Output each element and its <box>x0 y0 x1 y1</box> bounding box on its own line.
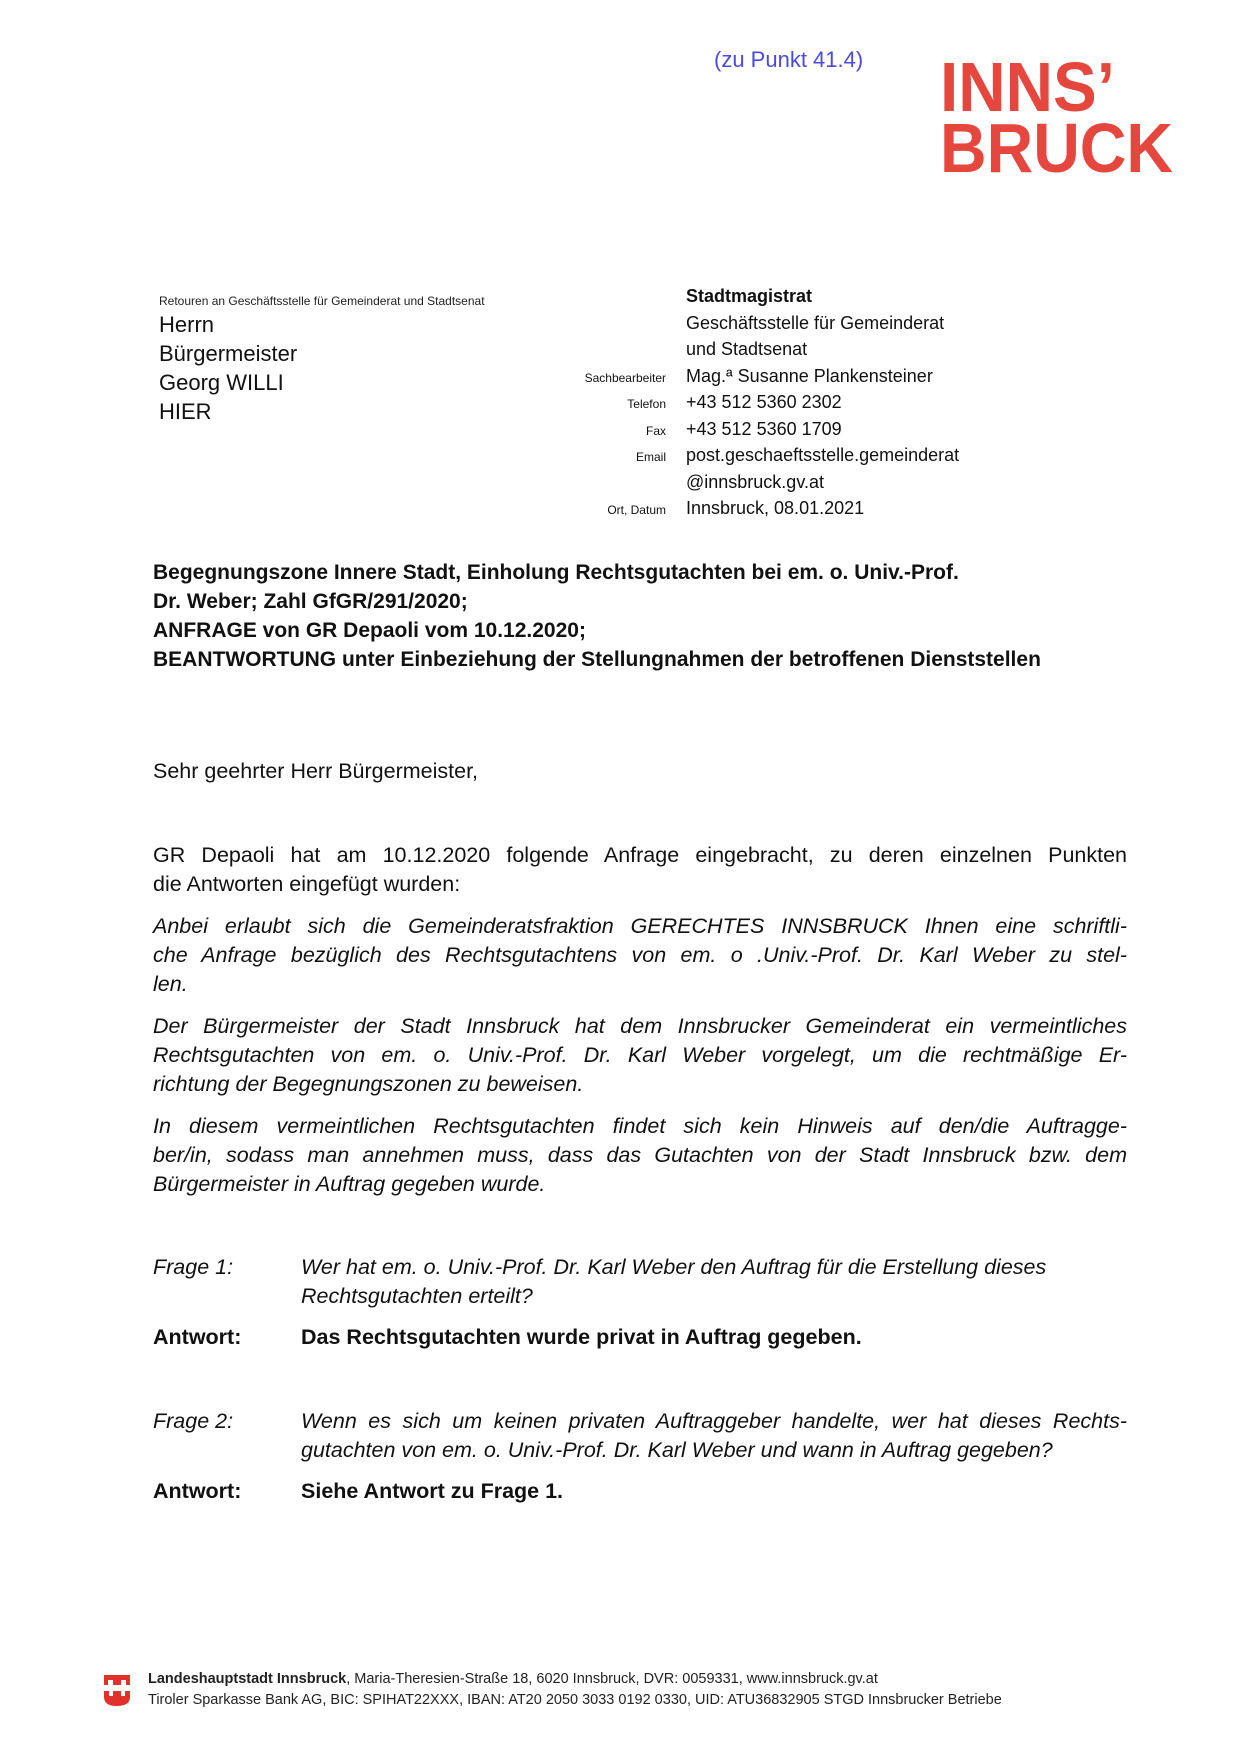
answer-label: Antwort: <box>153 1479 242 1503</box>
text-line: Der Bürgermeister der Stadt Innsbruck hat dem Innsbrucker Gemeinderat ein vermeintliches <box>153 1014 1127 1038</box>
text-line: Wenn es sich um keinen privaten Auftraggeber handelte, wer hat dieses Rechts- <box>301 1409 1127 1433</box>
text-line: Wer hat em. o. Univ.-Prof. Dr. Karl Weber den Auftrag für die Erstellung dieses <box>301 1255 1047 1279</box>
field-value: Innsbruck, 08.01.2021 <box>686 498 865 518</box>
quoted-paragraph <box>153 912 1127 999</box>
text-line: che Anfrage bezüglich des Rechtsgutachtens von em. o .Univ.-Prof. Dr. Karl Weber zu stel- <box>153 943 1127 967</box>
subject-line: ANFRAGE von GR Depaoli vom 10.12.2020; <box>153 619 586 642</box>
text-line: die Antworten eingefügt wurden: <box>153 872 461 896</box>
field-value: @innsbruck.gv.at <box>686 471 824 492</box>
footer-line-2: Tiroler Sparkasse Bank AG, BIC: SPIHAT22XXX, IBAN: AT20 2050 3033 0192 0330, UID: ATU36832905 STGD Innsbrucker Betriebe <box>148 1692 1002 1708</box>
field-value: Mag.ª Susanne Plankensteiner <box>686 365 933 386</box>
text-line: Bürgermeister in Auftrag gegeben wurde. <box>153 1172 546 1196</box>
sender-dept: und Stadtsenat <box>686 339 808 359</box>
answer-text: Siehe Antwort zu Frage 1. <box>301 1479 564 1503</box>
sender-dept: Geschäftsstelle für Gemeinderat <box>686 312 945 333</box>
field-label: Sachbearbeiter <box>584 370 666 385</box>
sender-org: Stadtmagistrat <box>686 286 813 306</box>
subject-line: Begegnungszone Innere Stadt, Einholung Rechtsgutachten bei em. o. Univ.-Prof. <box>153 561 959 584</box>
field-label: Ort, Datum <box>607 503 666 517</box>
return-address: Retouren an Geschäftsstelle für Gemeinderat und Stadtsenat <box>159 294 485 308</box>
text-line: gutachten von em. o. Univ.-Prof. Dr. Karl Weber und wann in Auftrag gegeben? <box>301 1438 1053 1462</box>
question-text <box>301 1253 1127 1311</box>
question-label: Frage 1: <box>153 1255 234 1279</box>
svg-text:INNS’: INNS’ <box>940 58 1115 126</box>
field-value: +43 512 5360 1709 <box>686 418 842 439</box>
quoted-paragraph <box>153 1112 1127 1199</box>
recipient-line: Bürgermeister <box>159 341 298 366</box>
recipient-line: HIER <box>159 399 212 424</box>
field-label: Telefon <box>627 397 666 411</box>
text-line: Rechtsgutachten von em. o. Univ.-Prof. Dr. Karl Weber vorgelegt, um die rechtmäßige Er- <box>153 1043 1127 1067</box>
recipient-line: Georg WILLI <box>159 370 284 395</box>
text-line: In diesem vermeintlichen Rechtsgutachten findet sich kein Hinweis auf den/die Auftragge- <box>153 1114 1127 1138</box>
answer-label: Antwort: <box>153 1325 242 1349</box>
question-text <box>301 1407 1127 1465</box>
field-label: Fax <box>645 423 666 438</box>
footer-line-1 <box>148 1669 878 1689</box>
footer-org: Landeshauptstadt Innsbruck <box>148 1671 347 1687</box>
question-label: Frage 2: <box>153 1409 234 1433</box>
recipient-address <box>159 310 297 426</box>
text-line: Anbei erlaubt sich die Gemeinderatsfraktion GERECHTES INNSBRUCK Ihnen eine schriftli- <box>153 914 1127 938</box>
intro-paragraph <box>153 841 1127 899</box>
text-line: Rechtsgutachten erteilt? <box>301 1284 533 1308</box>
sender-block <box>520 286 1120 525</box>
quoted-paragraph <box>153 1012 1127 1099</box>
agenda-reference: (zu Punkt 41.4) <box>714 47 864 72</box>
innsbruck-logo <box>940 58 1175 176</box>
answer-text: Das Rechtsgutachten wurde privat in Auftrag gegeben. <box>301 1325 862 1349</box>
field-label: Email <box>635 450 666 464</box>
text-line: ber/in, sodass man annehmen muss, dass das Gutachten von der Stadt Innsbruck bzw. dem <box>153 1143 1127 1167</box>
field-value: post.geschaeftsstelle.gemeinderat <box>686 445 960 465</box>
recipient-line: Herrn <box>159 312 215 337</box>
text-line: richtung der Begegnungszonen zu beweisen. <box>153 1072 584 1096</box>
text-line: len. <box>153 972 188 996</box>
field-value: +43 512 5360 2302 <box>686 392 842 412</box>
city-crest-icon <box>104 1673 130 1707</box>
subject-line: Dr. Weber; Zahl GfGR/291/2020; <box>153 590 468 613</box>
subject-line: BEANTWORTUNG unter Einbeziehung der Stellungnahmen der betroffenen Dienststellen <box>153 648 1041 671</box>
svg-text:BRUCK: BRUCK <box>940 109 1173 176</box>
text-line: GR Depaoli hat am 10.12.2020 folgende Anfrage eingebracht, zu deren einzelnen Punkten <box>153 843 1127 867</box>
footer-address: , Maria-Theresien-Straße 18, 6020 Innsbruck, DVR: 0059331, www.innsbruck.gv.at <box>346 1671 878 1687</box>
salutation: Sehr geehrter Herr Bürgermeister, <box>153 759 479 783</box>
subject <box>153 558 1041 674</box>
